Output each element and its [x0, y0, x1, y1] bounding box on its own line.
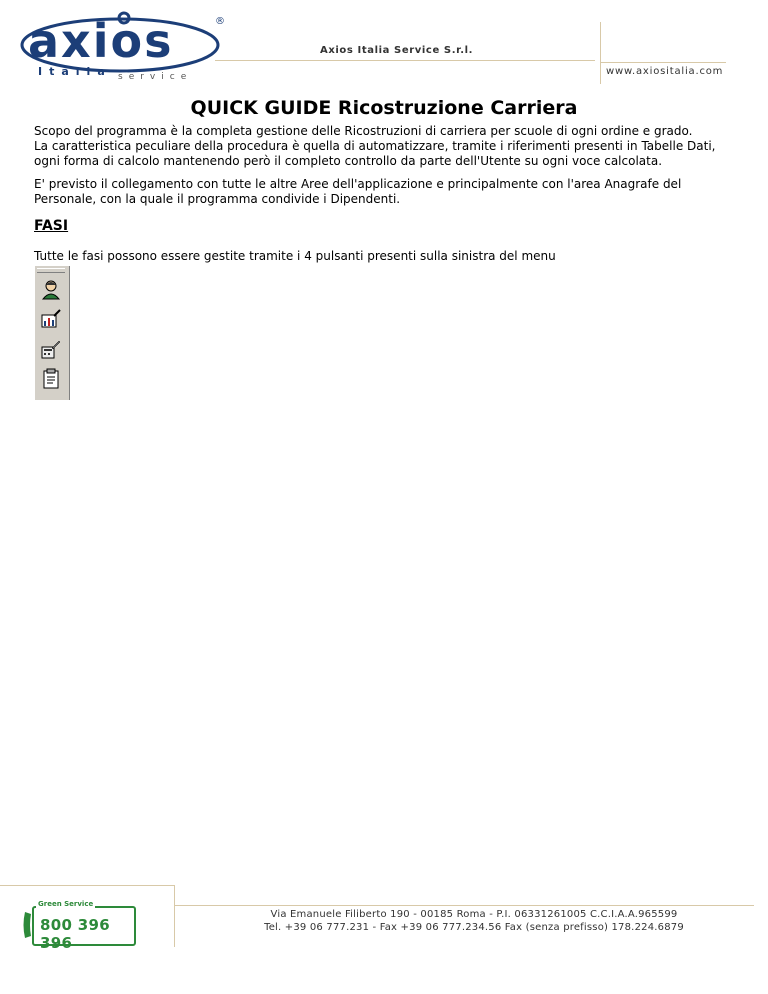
- footer-divider: [174, 885, 175, 947]
- footer-rule: [0, 885, 175, 886]
- document-icon[interactable]: [40, 368, 62, 390]
- footer-address: Via Emanuele Filiberto 190 - 00185 Roma - P.I. 06331261005 C.C.I.A.A.965599: [270, 909, 678, 920]
- person-icon[interactable]: [40, 278, 62, 300]
- green-service-badge: [22, 900, 134, 952]
- section-heading-fasi: FASI: [34, 218, 69, 234]
- chart-edit-icon[interactable]: [40, 308, 62, 330]
- company-name: Axios Italia Service S.r.l.: [320, 45, 474, 56]
- toolbar-screenshot: [34, 266, 70, 400]
- axios-logo: [20, 10, 230, 85]
- paragraph-links: E' previsto il collegamento con tutte le altre Aree dell'applicazione e principalmente con l'area Anagrafe del Personale, con la quale il programma condivide i Dipendenti.: [34, 177, 682, 207]
- logo-word: axios: [28, 14, 174, 68]
- logo-italia: Italia: [38, 65, 112, 78]
- logo-registered: ®: [215, 16, 225, 27]
- footer-contacts: Tel. +39 06 777.231 - Fax +39 06 777.234.56 Fax (senza prefisso) 178.224.6879: [264, 922, 684, 933]
- calculator-icon[interactable]: [40, 338, 62, 360]
- paragraph-fasi: Tutte le fasi possono essere gestite tramite i 4 pulsanti presenti sulla sinistra del menu: [34, 249, 556, 263]
- page-title: QUICK GUIDE Ricostruzione Carriera: [190, 97, 578, 119]
- paragraph-scope: Scopo del programma è la completa gestione delle Ricostruzioni di carriera per scuole di ogni ordine e grado.: [34, 124, 693, 138]
- paragraph-features: La caratteristica peculiare della procedura è quella di automatizzare, tramite i riferimenti presenti in Tabelle Dati, ogni forma di calcolo mantenendo però il completo controllo da parte dell'Utente su ogni voce calcolata.: [34, 139, 716, 169]
- header-rule: [215, 60, 595, 61]
- header-divider: [600, 22, 601, 84]
- footer-rule-right: [174, 905, 754, 906]
- header-rule-right: [600, 62, 726, 63]
- green-service-label: Green Service: [38, 900, 94, 908]
- logo-service: service: [118, 72, 193, 82]
- website-link[interactable]: www.axiositalia.com: [606, 66, 724, 77]
- green-service-number: 800 396 396: [40, 916, 110, 952]
- toolbar-grip: [37, 268, 65, 273]
